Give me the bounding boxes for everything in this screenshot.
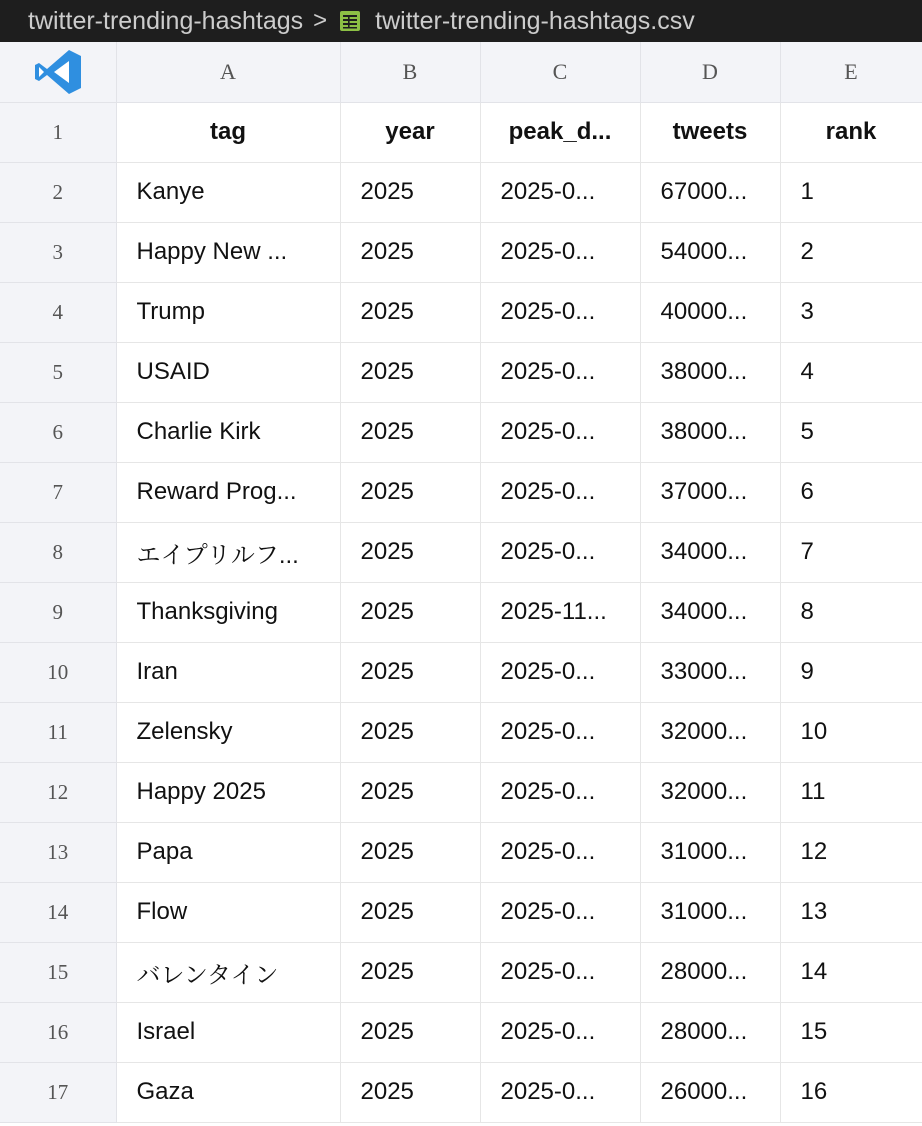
cell-tweets[interactable]: 40000... <box>640 282 780 342</box>
table-row <box>0 642 922 702</box>
row-number[interactable]: 9 <box>0 582 116 642</box>
vscode-logo-icon <box>33 48 83 96</box>
cell-tag[interactable]: Charlie Kirk <box>116 402 340 462</box>
row-number[interactable]: 12 <box>0 762 116 822</box>
row-number[interactable]: 14 <box>0 882 116 942</box>
cell-year[interactable]: 2025 <box>340 1002 480 1062</box>
row-number[interactable]: 17 <box>0 1062 116 1122</box>
cell-tag[interactable]: Gaza <box>116 1062 340 1122</box>
cell-peak-date[interactable]: 2025-0... <box>480 222 640 282</box>
cell-rank[interactable]: 13 <box>780 882 922 942</box>
table-row <box>0 282 922 342</box>
breadcrumb-file[interactable]: twitter-trending-hashtags.csv <box>375 6 695 35</box>
column-header-a[interactable]: A <box>116 42 340 102</box>
cell-year[interactable]: 2025 <box>340 582 480 642</box>
cell-rank[interactable]: 11 <box>780 762 922 822</box>
cell-tag[interactable]: Kanye <box>116 162 340 222</box>
row-number[interactable]: 8 <box>0 522 116 582</box>
table-row <box>0 462 922 522</box>
cell-tag[interactable]: Happy New ... <box>116 222 340 282</box>
table-row <box>0 222 922 282</box>
cell-rank[interactable]: 16 <box>780 1062 922 1122</box>
grid-corner <box>0 42 116 102</box>
row-number[interactable]: 2 <box>0 162 116 222</box>
cell-year[interactable]: 2025 <box>340 642 480 702</box>
cell-tweets[interactable]: 28000... <box>640 942 780 1002</box>
cell-tweets[interactable]: 28000... <box>640 1002 780 1062</box>
breadcrumb-folder[interactable]: twitter-trending-hashtags <box>28 6 304 35</box>
cell-tweets[interactable]: 34000... <box>640 522 780 582</box>
cell-rank[interactable]: 10 <box>780 702 922 762</box>
cell-year[interactable]: 2025 <box>340 1062 480 1122</box>
breadcrumb-separator: > <box>313 7 328 34</box>
cell-tag[interactable]: Iran <box>116 642 340 702</box>
column-header-c[interactable]: C <box>480 42 640 102</box>
cell-peak-date[interactable]: 2025-0... <box>480 1002 640 1062</box>
cell-peak-date[interactable]: 2025-0... <box>480 942 640 1002</box>
cell-header-rank[interactable]: rank <box>780 102 922 162</box>
cell-tag[interactable]: Papa <box>116 822 340 882</box>
cell-peak-date[interactable]: 2025-0... <box>480 342 640 402</box>
cell-rank[interactable]: 8 <box>780 582 922 642</box>
cell-rank[interactable]: 6 <box>780 462 922 522</box>
cell-peak-date[interactable]: 2025-0... <box>480 282 640 342</box>
cell-peak-date[interactable]: 2025-0... <box>480 522 640 582</box>
cell-tag[interactable]: エイプリルフ... <box>116 522 340 582</box>
cell-tweets[interactable]: 38000... <box>640 342 780 402</box>
cell-rank[interactable]: 2 <box>780 222 922 282</box>
cell-year[interactable]: 2025 <box>340 162 480 222</box>
cell-peak-date[interactable]: 2025-0... <box>480 642 640 702</box>
cell-rank[interactable]: 9 <box>780 642 922 702</box>
cell-rank[interactable]: 3 <box>780 282 922 342</box>
cell-peak-date[interactable]: 2025-0... <box>480 402 640 462</box>
spreadsheet-grid <box>0 42 922 1126</box>
table-row <box>0 1062 922 1122</box>
cell-rank[interactable]: 7 <box>780 522 922 582</box>
cell-tweets[interactable]: 31000... <box>640 822 780 882</box>
cell-year[interactable]: 2025 <box>340 402 480 462</box>
column-header-d[interactable]: D <box>640 42 780 102</box>
cell-tag[interactable]: Flow <box>116 882 340 942</box>
cell-year[interactable]: 2025 <box>340 702 480 762</box>
cell-peak-date[interactable]: 2025-0... <box>480 1062 640 1122</box>
table-row <box>0 162 922 222</box>
cell-tag[interactable]: Thanksgiving <box>116 582 340 642</box>
row-number[interactable]: 13 <box>0 822 116 882</box>
cell-peak-date[interactable]: 2025-0... <box>480 882 640 942</box>
cell-tag[interactable]: Zelensky <box>116 702 340 762</box>
cell-tweets[interactable]: 33000... <box>640 642 780 702</box>
column-header-row <box>0 42 922 102</box>
cell-tag[interactable]: Israel <box>116 1002 340 1062</box>
cell-peak-date[interactable]: 2025-0... <box>480 162 640 222</box>
cell-rank[interactable]: 15 <box>780 1002 922 1062</box>
table-row <box>0 402 922 462</box>
cell-peak-date[interactable]: 2025-0... <box>480 702 640 762</box>
cell-tweets[interactable]: 32000... <box>640 762 780 822</box>
column-header-b[interactable]: B <box>340 42 480 102</box>
table-row <box>0 822 922 882</box>
cell-year[interactable]: 2025 <box>340 462 480 522</box>
cell-tag[interactable]: Reward Prog... <box>116 462 340 522</box>
row-number[interactable]: 6 <box>0 402 116 462</box>
cell-peak-date[interactable]: 2025-0... <box>480 462 640 522</box>
cell-rank[interactable]: 1 <box>780 162 922 222</box>
row-number[interactable]: 4 <box>0 282 116 342</box>
row-number[interactable]: 1 <box>0 102 116 162</box>
cell-rank[interactable]: 4 <box>780 342 922 402</box>
cell-rank[interactable]: 5 <box>780 402 922 462</box>
table-row-header <box>0 102 922 162</box>
cell-year[interactable]: 2025 <box>340 942 480 1002</box>
cell-year[interactable]: 2025 <box>340 222 480 282</box>
cell-tag[interactable]: バレンタイン <box>116 942 340 1002</box>
cell-tweets[interactable]: 38000... <box>640 402 780 462</box>
cell-year[interactable]: 2025 <box>340 822 480 882</box>
table-row <box>0 942 922 1002</box>
table-row <box>0 582 922 642</box>
table-row <box>0 522 922 582</box>
cell-header-year[interactable]: year <box>340 102 480 162</box>
cell-header-peak-date[interactable]: peak_d... <box>480 102 640 162</box>
row-number[interactable]: 10 <box>0 642 116 702</box>
spreadsheet-icon <box>339 10 361 32</box>
table-row <box>0 702 922 762</box>
row-number[interactable]: 16 <box>0 1002 116 1062</box>
cell-year[interactable]: 2025 <box>340 522 480 582</box>
data-table <box>0 42 922 1123</box>
cell-tag[interactable]: Happy 2025 <box>116 762 340 822</box>
cell-year[interactable]: 2025 <box>340 762 480 822</box>
cell-tag[interactable]: USAID <box>116 342 340 402</box>
table-row <box>0 342 922 402</box>
cell-tweets[interactable]: 54000... <box>640 222 780 282</box>
table-row <box>0 1002 922 1062</box>
cell-year[interactable]: 2025 <box>340 282 480 342</box>
cell-rank[interactable]: 14 <box>780 942 922 1002</box>
cell-year[interactable]: 2025 <box>340 342 480 402</box>
cell-tweets[interactable]: 32000... <box>640 702 780 762</box>
row-number[interactable]: 15 <box>0 942 116 1002</box>
cell-tweets[interactable]: 37000... <box>640 462 780 522</box>
cell-peak-date[interactable]: 2025-0... <box>480 822 640 882</box>
cell-header-tweets[interactable]: tweets <box>640 102 780 162</box>
cell-tweets[interactable]: 34000... <box>640 582 780 642</box>
cell-tag[interactable]: Trump <box>116 282 340 342</box>
cell-header-tag[interactable]: tag <box>116 102 340 162</box>
cell-tweets[interactable]: 31000... <box>640 882 780 942</box>
row-number[interactable]: 11 <box>0 702 116 762</box>
table-row <box>0 762 922 822</box>
row-number[interactable]: 3 <box>0 222 116 282</box>
row-number[interactable]: 7 <box>0 462 116 522</box>
cell-tweets[interactable]: 67000... <box>640 162 780 222</box>
column-header-e[interactable]: E <box>780 42 922 102</box>
cell-tweets[interactable]: 26000... <box>640 1062 780 1122</box>
table-row <box>0 882 922 942</box>
breadcrumb <box>0 0 922 42</box>
cell-rank[interactable]: 12 <box>780 822 922 882</box>
row-number[interactable]: 5 <box>0 342 116 402</box>
cell-year[interactable]: 2025 <box>340 882 480 942</box>
cell-peak-date[interactable]: 2025-11... <box>480 582 640 642</box>
cell-peak-date[interactable]: 2025-0... <box>480 762 640 822</box>
